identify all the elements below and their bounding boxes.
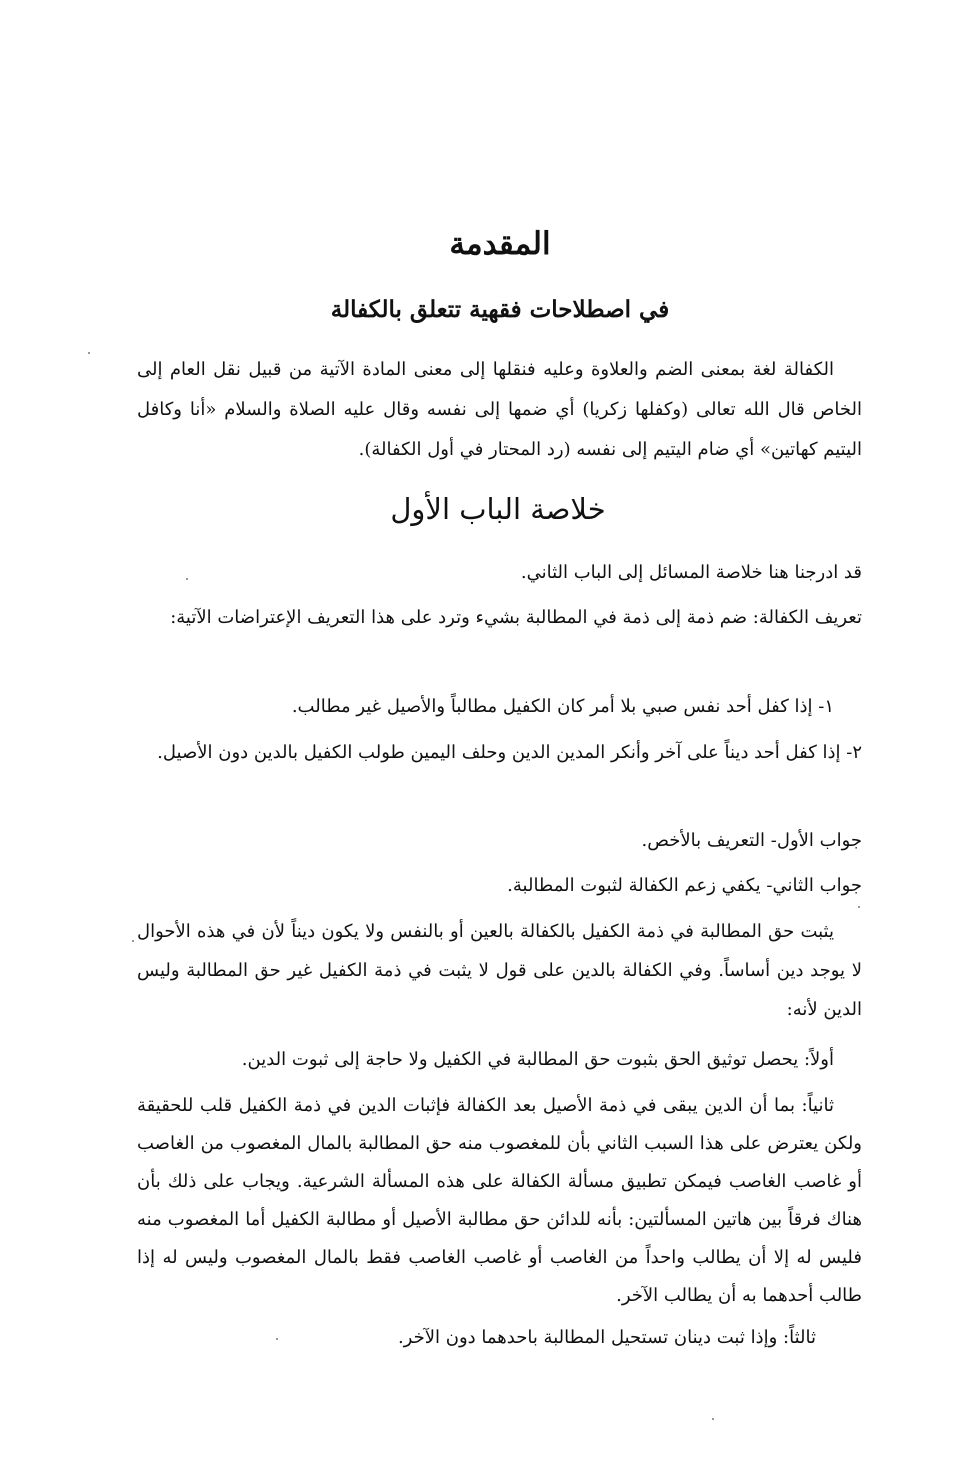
- scan-speck: [276, 1338, 278, 1340]
- intro-paragraph: الكفالة لغة بمعنى الضم والعلاوة وعليه فنقلها إلى معنى المادة الآتية من قبيل نقل العام إلى الخاص قال الله تعالى (وكفلها زكريا) أي ضمها إلى نفسه وقال عليه الصلاة والسلام «أنا وكافل اليتيم كهاتين» أي ضام اليتيم إلى نفسه (رد المحتار في أول الكفالة).: [137, 359, 862, 460]
- scan-speck: [88, 352, 90, 354]
- summary-note-paragraph: قد ادرجنا هنا خلاصة المسائل إلى الباب الثاني.: [520, 562, 862, 583]
- answer-2-paragraph: جواب الثاني- يكفي زعم الكفالة لثبوت المطالبة.: [507, 875, 862, 896]
- objection-item-2: ٢- إذا كفل أحد ديناً على آخر وأنكر المدين الدين وحلف اليمين طولب الكفيل بالدين دون الأصيل.: [157, 742, 862, 763]
- answer-1-paragraph: جواب الأول- التعريف بالأخص.: [641, 830, 862, 851]
- establish-paragraph: يثبت حق المطالبة في ذمة الكفيل بالكفالة بالعين أو بالنفس ولا يكون ديناً لأن في هذه الأحوال لا يوجد دين أساساً. وفي الكفالة بالدين على قول لا يثبت في ذمة الكفيل غير حق المطالبة وليس الدين لأنه:: [137, 921, 862, 1020]
- reason-second-paragraph: ثانياً: بما أن الدين يبقى في ذمة الأصيل بعد الكفالة فإثبات الدين في ذمة الكفيل قلب للحقيقة ولكن يعترض على هذا السبب الثاني بأن للمغصوب منه حق المطالبة بالمال المغصوب من الغاصب أو غاصب الغاصب فيمكن تطبيق مسألة الكفالة على هذه المسألة الشرعية. ويجاب على ذلك بأن هناك فرقاً بين هاتين المسألتين: بأنه للدائن حق مطالبة الأصيل أو مطالبة الكفيل أما المغصوب منه فليس له إلا أن يطالب واحداً من الغاصب أو غاصب الغاصب فقط بالمال المغصوب وليس له إذا طالب أحدهما به أن يطالب الآخر.: [137, 1095, 862, 1306]
- scan-speck: [132, 940, 134, 942]
- reason-first-paragraph: أولاً: يحصل توثيق الحق بثبوت حق المطالبة في الكفيل ولا حاجة إلى ثبوت الدين.: [241, 1049, 834, 1070]
- definition-paragraph: تعريف الكفالة: ضم ذمة إلى ذمة في المطالبة بشيء وترد على هذا التعريف الإعتراضات الآتية:: [170, 607, 862, 628]
- objection-item-1: ١- إذا كفل أحد نفس صبي بلا أمر كان الكفيل مطالباً والأصيل غير مطالب.: [291, 696, 834, 717]
- scan-speck: [712, 1418, 714, 1420]
- scan-speck: [186, 578, 188, 580]
- section-title: خلاصة الباب الأول: [390, 492, 606, 526]
- page-title: المقدمة: [449, 226, 551, 262]
- reason-third-paragraph: ثالثاً: وإذا ثبت دينان تستحيل المطالبة باحدهما دون الآخر.: [397, 1327, 816, 1348]
- scan-speck: [858, 906, 860, 908]
- page-subtitle: في اصطلاحات فقهية تتعلق بالكفالة: [330, 296, 670, 323]
